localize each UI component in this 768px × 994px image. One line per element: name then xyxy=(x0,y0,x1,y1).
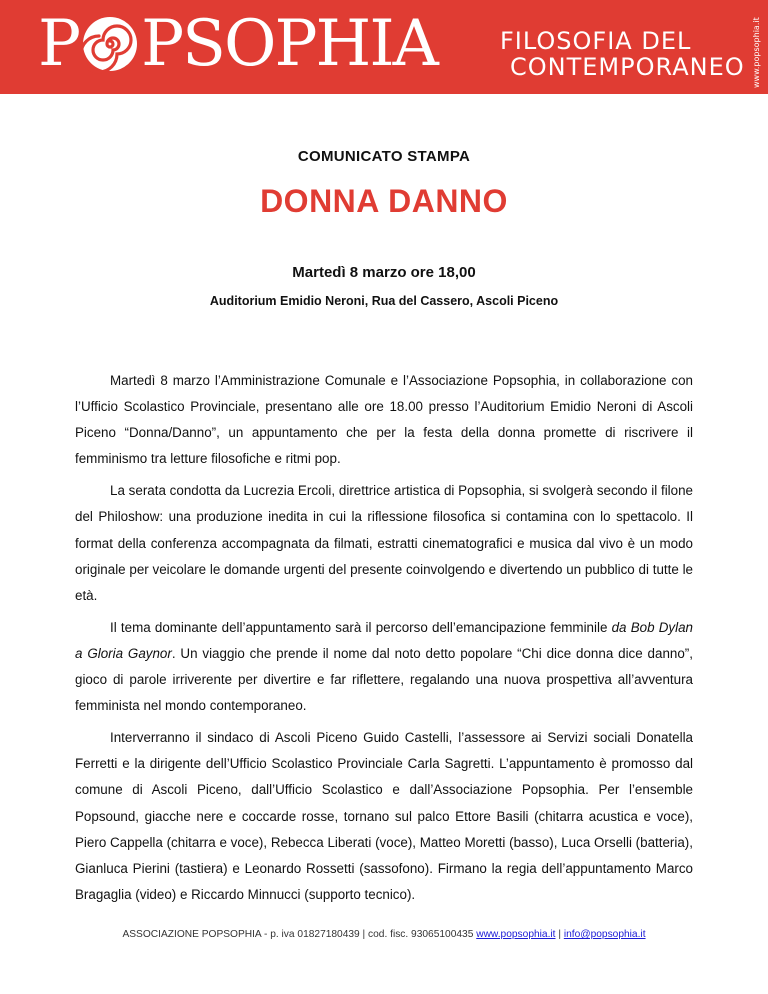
paragraph: Martedì 8 marzo l’Amministrazione Comunale e l’Associazione Popsophia, in collaborazione con l’Ufficio Scolastico Provinciale, presentano alle ore 18.00 presso l’Auditorium Emidio Neroni di Ascoli Piceno “Donna/Danno”, un appuntamento che per la festa della donna promette di riscrivere il femminismo tra letture filosofiche e ritmi pop. xyxy=(75,373,693,467)
tagline xyxy=(500,27,745,81)
paragraph: La serata condotta da Lucrezia Ercoli, direttrice artistica di Popsophia, si svolgerà secondo il filone del Philoshow: una produzione inedita in cui la riflessione filosofica si contamina con lo spettacolo. Il format della conferenza accompagnata da filmati, estratti cinematografici e musica dal vivo è un modo originale per veicolare le domande urgenti del presente coinvolgendo e divertendo un pubblico di tutte le età. xyxy=(75,483,693,603)
event-venue: Auditorium Emidio Neroni, Rua del Cassero, Ascoli Piceno xyxy=(209,294,559,308)
footer-separator: | xyxy=(555,929,564,940)
event-datetime: Martedì 8 marzo ore 18,00 xyxy=(292,264,476,281)
spiral-o-icon xyxy=(80,14,140,74)
tagline-line1: FILOSOFIA DEL xyxy=(500,27,692,55)
email-link[interactable]: info@popsophia.it xyxy=(563,929,646,940)
footer-text: ASSOCIAZIONE POPSOPHIA - p. iva 01827180439 | cod. fisc. 93065100435 xyxy=(122,929,477,940)
paragraph-text: Il tema dominante dell’appuntamento sarà il percorso dell’emancipazione femminile xyxy=(110,619,612,635)
website-link[interactable]: www.popsophia.it xyxy=(476,929,556,940)
press-release-body xyxy=(75,368,693,914)
tagline-line2: CONTEMPORANEO xyxy=(510,53,745,81)
paragraph: Interverranno il sindaco di Ascoli Piceno Guido Castelli, l’assessore ai Servizi sociali Donatella Ferretti e la dirigente dell’Ufficio Scolastico Provinciale Carla Sagretti. L’appuntamento è promosso dal comune di Ascoli Piceno, dall’Ufficio Scolastico e dall’Associazione Popsophia. Per l’ensemble Popsound, giacche nere e coccarde rosse, tornano sul palco Ettore Basili (chitarra acustica e voce), Piero Cappella (chitarra e voce), Rebecca Liberati (voce), Matteo Moretti (basso), Luca Orselli (batteria), Gianluca Pierini (tastiera) e Leonardo Rossetti (sassofono). Firmano la regia dell’appuntamento Marco Bragaglia (video) e Riccardo Minnucci (supporto tecnico). xyxy=(75,730,693,902)
italic-phrase: da Bob Dylan a Gloria Gaynor xyxy=(75,619,693,661)
logo-wordmark: PSOPHIA xyxy=(141,7,437,81)
header-banner xyxy=(0,0,768,94)
side-url: www.popsophia.it xyxy=(752,17,761,88)
logo-letter-p: P xyxy=(38,7,80,81)
paragraph-text: . Un viaggio che prende il nome dal noto detto popolare “Chi dice donna dice danno”, gioco di parole irriverente per divertire e far riflettere, regalando una nuova prospettiva all’avventura femminista nel mondo contemporaneo. xyxy=(75,645,693,714)
page-title: DONNA DANNO xyxy=(260,183,508,219)
paragraph xyxy=(75,615,693,719)
popsophia-logo xyxy=(38,8,437,80)
footer xyxy=(0,929,768,940)
kicker: COMUNICATO STAMPA xyxy=(297,148,471,165)
